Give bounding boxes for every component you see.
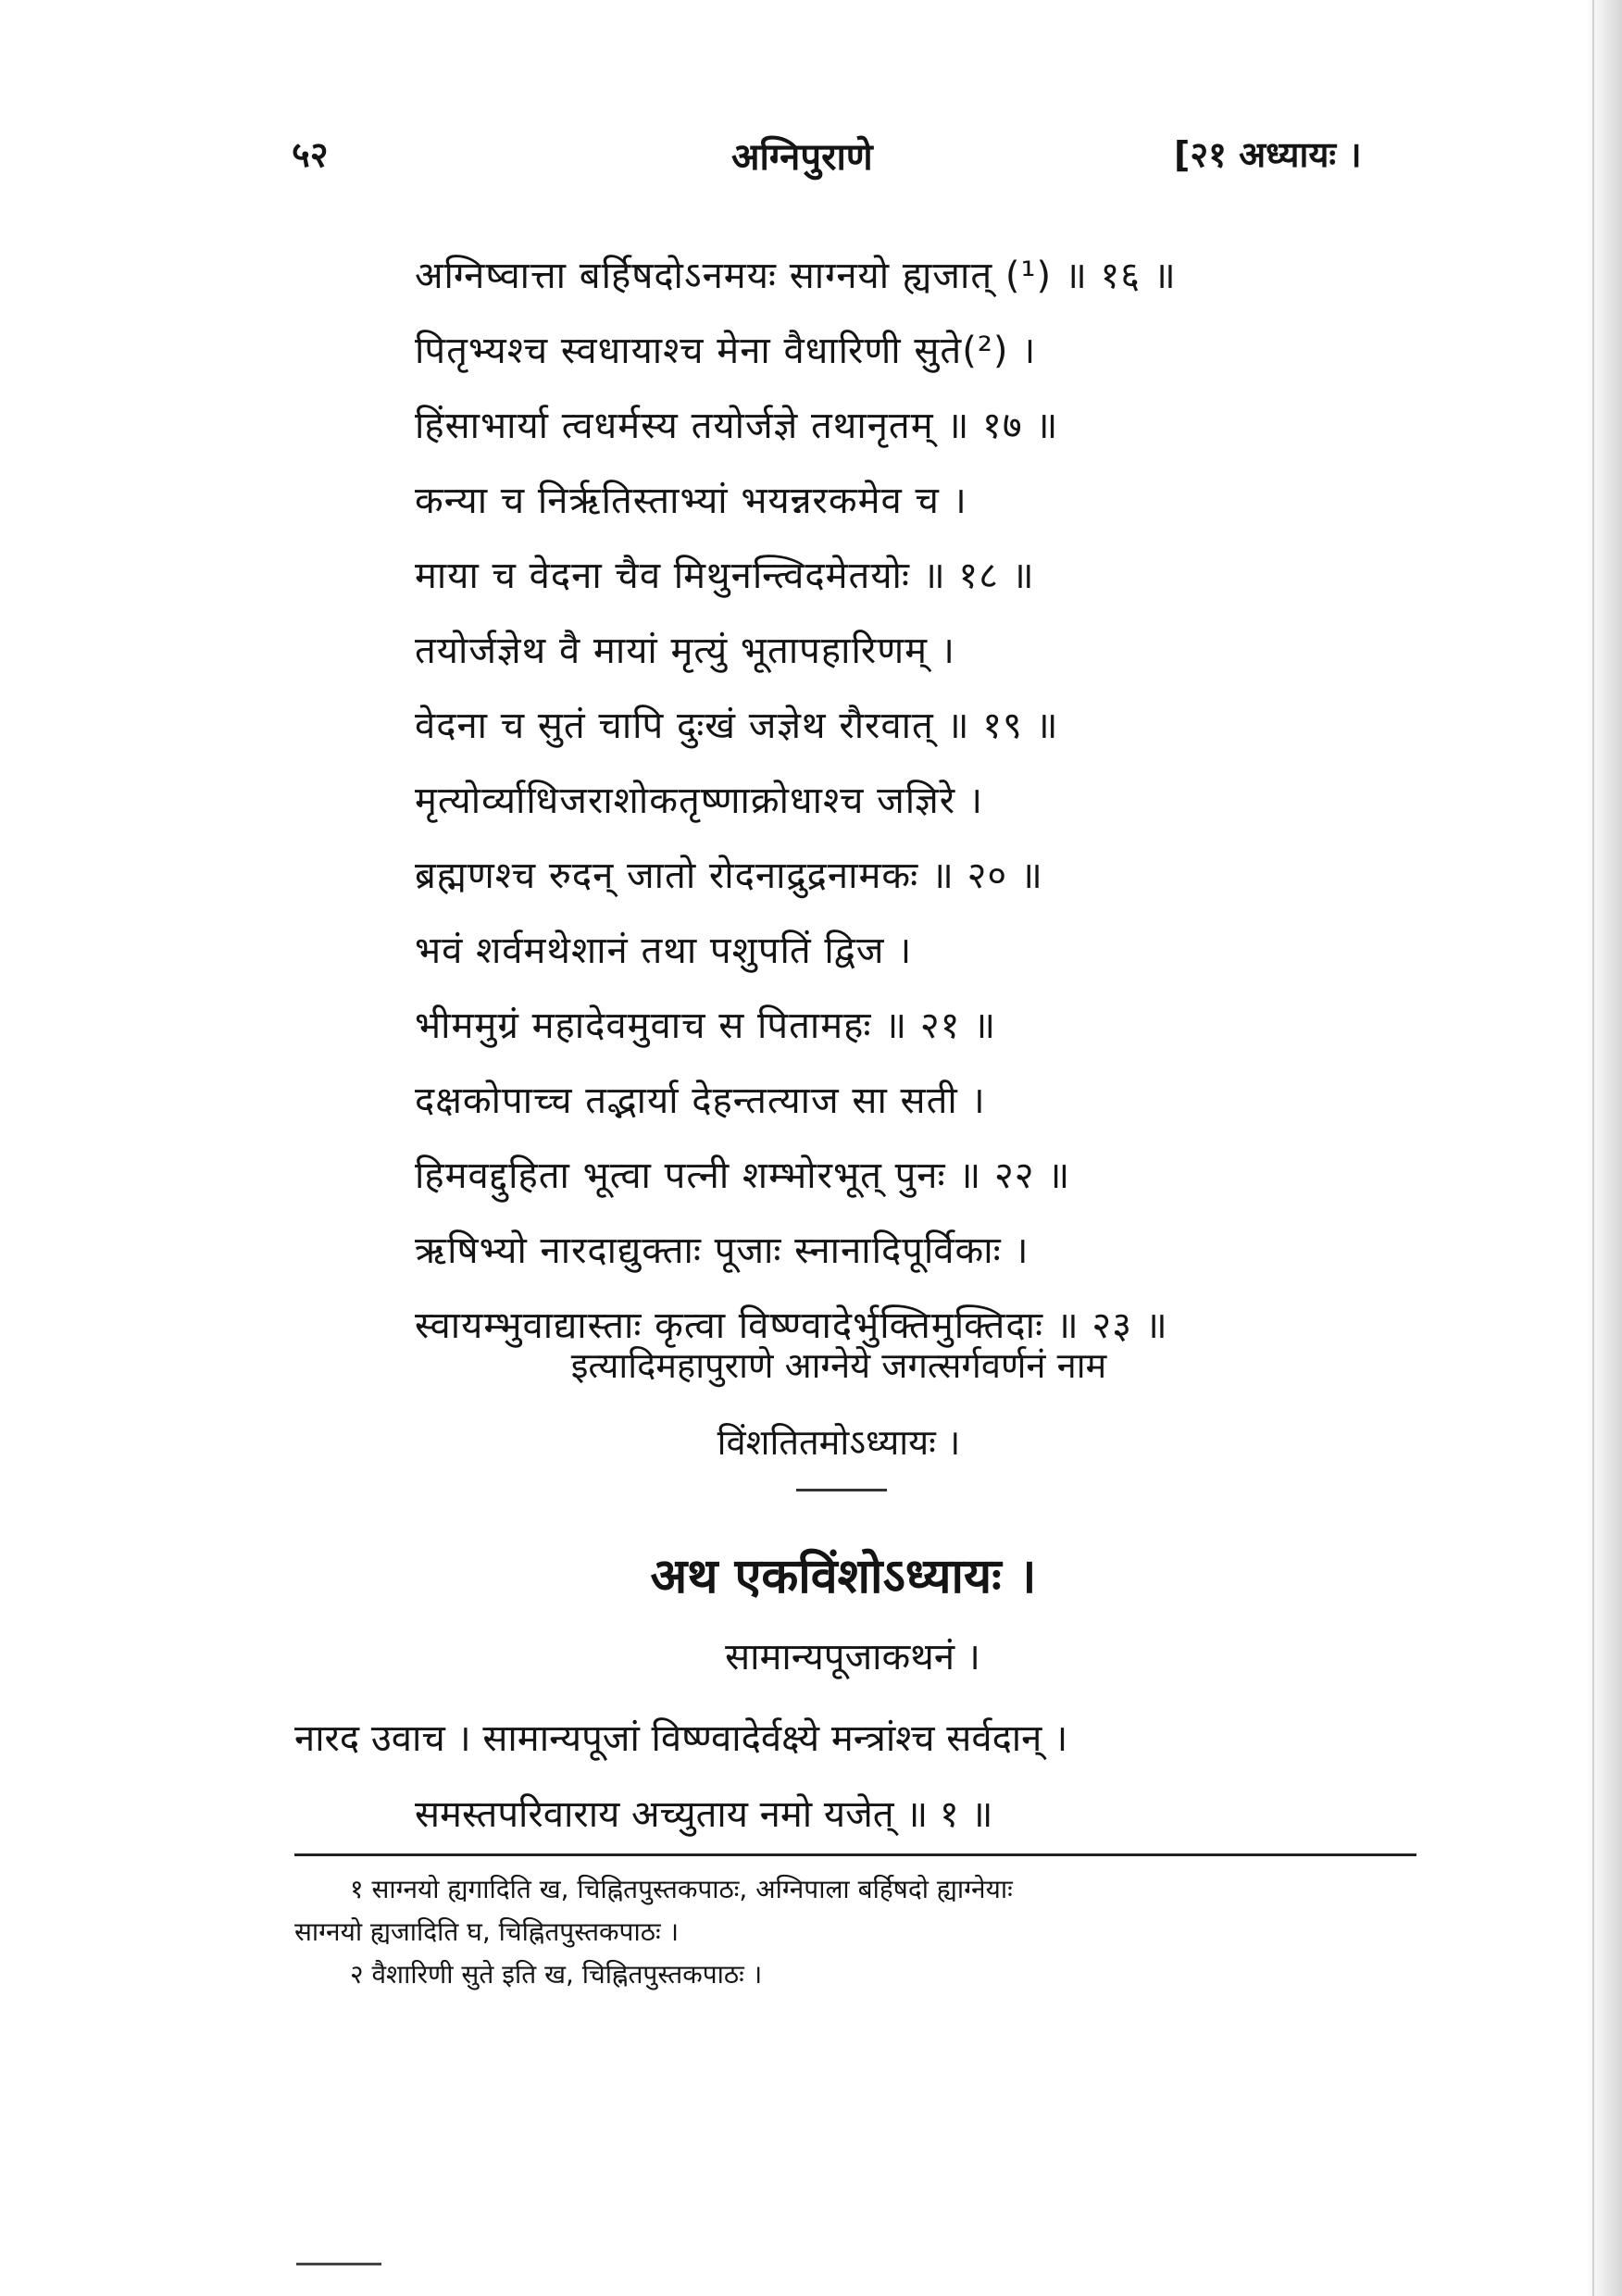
verse-line: वेदना च सुतं चापि दुःखं जज्ञेथ रौरवात् ॥ १९ ॥ — [415, 705, 1059, 747]
footnote-rule — [294, 1853, 1416, 1856]
verse-line: ऋषिभ्यो नारदाद्युक्ताः पूजाः स्नानादिपूर्विकाः । — [415, 1229, 1029, 1272]
verse-line: दक्षकोपाच्च तद्भार्या देहन्तत्याज सा सती । — [415, 1079, 986, 1122]
verse-line: भवं शर्वमथेशानं तथा पशुपतिं द्विज । — [415, 930, 913, 972]
verse-line: मृत्योर्व्याधिजराशोकतृष्णाक्रोधाश्च जज्ञिरे । — [415, 780, 983, 822]
colophon-line: इत्यादिमहापुराणे आग्नेये जगत्सर्गवर्णनं नाम — [570, 1345, 1107, 1386]
page-edge-line — [1592, 0, 1594, 2296]
bottom-rule — [296, 2263, 381, 2265]
verse-block — [415, 248, 1341, 1373]
footnote: १ साग्नयो ह्यगादिति ख, चिह्नितपुस्तकपाठः, अग्निपाला बर्हिषदो ह्याग्नेयाः — [350, 1874, 1013, 1904]
chapter-verse-line: नारद उवाच । सामान्यपूजां विष्ण्वादेर्वक्ष्ये मन्त्रांश्च सर्वदान् । — [294, 1717, 1068, 1760]
chapter-colophon — [0, 1338, 1622, 1491]
verse-line: हिमवद्दुहिता भूत्वा पत्नी शम्भोरभूत् पुनः ॥ २२ ॥ — [415, 1154, 1071, 1197]
page-number: ५२ — [292, 134, 329, 175]
verse-line: हिंसाभार्या त्वधर्मस्य तयोर्जज्ञे तथानृतम् ॥ १७ ॥ — [415, 405, 1059, 447]
footnote-continuation: साग्नयो ह्यजादिति घ, चिह्नितपुस्तकपाठः । — [294, 1916, 680, 1947]
verse-line: माया च वेदना चैव मिथुनन्त्विदमेतयोः ॥ १८ ॥ — [415, 555, 1035, 597]
verse-line: अग्निष्वात्ता बर्हिषदोऽनमयः साग्नयो ह्यजात् (¹) ॥ १६ ॥ — [415, 255, 1177, 297]
verse-line: स्वायम्भुवाद्यास्ताः कृत्वा विष्ण्वादेर्भुक्तिमुक्तिदाः ॥ २३ ॥ — [415, 1304, 1168, 1347]
chapter-verse-line: समस्तपरिवाराय अच्युताय नमो यजेत् ॥ १ ॥ — [415, 1793, 993, 1836]
page-header — [0, 130, 1622, 185]
footnotes — [294, 1868, 1424, 1996]
colophon-line: विंशतितमोऽध्यायः । — [717, 1422, 961, 1463]
verse-line: तयोर्जज्ञेथ वै मायां मृत्युं भूतापहारिणम् । — [415, 630, 955, 672]
verse-line: भीममुग्रं महादेवमुवाच स पितामहः ॥ २१ ॥ — [415, 1004, 997, 1047]
chapter-reference: [२१ अध्यायः । — [1174, 134, 1362, 175]
verse-line: ब्रह्मणश्च रुदन् जातो रोदनाद्रुद्रनामकः ॥ २० ॥ — [415, 855, 1043, 897]
page-edge-shadow — [1585, 0, 1622, 2296]
chapter-subtitle: सामान्यपूजाकथनं । — [725, 1636, 980, 1678]
chapter-heading: अथ एकविंशोऽध्यायः । — [650, 1549, 1037, 1604]
section-separator — [796, 1489, 887, 1491]
verse-line: कन्या च निर्ऋतिस्ताभ्यां भयन्नरकमेव च । — [415, 480, 967, 522]
footnote: २ वैशारिणी सुते इति ख, चिह्नितपुस्तकपाठः । — [350, 1959, 763, 1990]
verse-line: पितृभ्यश्च स्वधायाश्च मेना वैधारिणी सुते(²) । — [415, 330, 1037, 372]
running-title: अग्निपुराणे — [731, 136, 873, 179]
